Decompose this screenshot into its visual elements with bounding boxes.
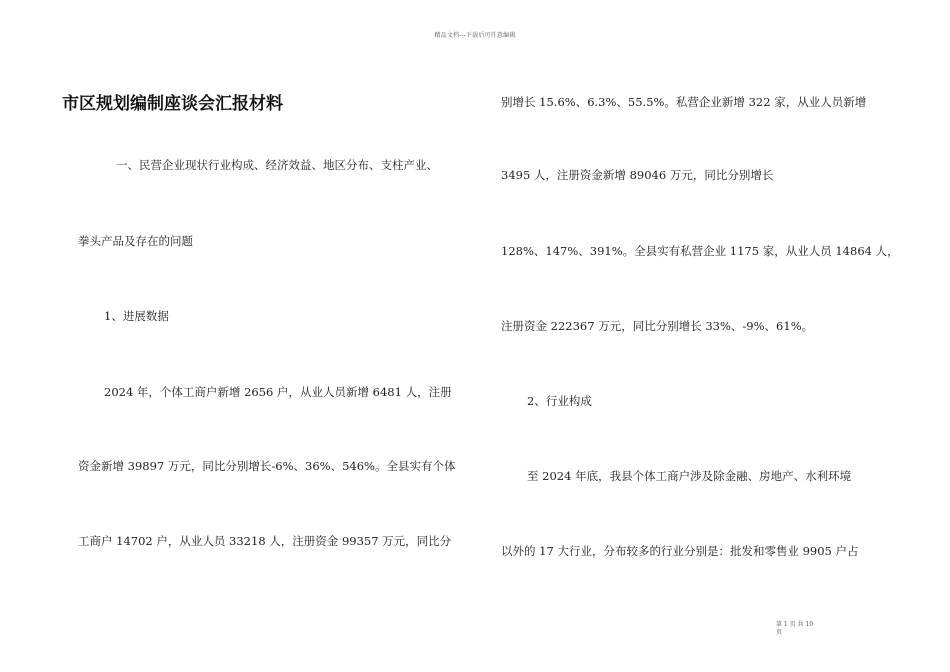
paragraph-line: 128%、147%、391%。全县实有私营企业 1175 家，从业人员 14864 人， [501, 244, 899, 258]
paragraph-line: 注册资金 222367 万元，同比分别增长 33%、-9%、61%。 [501, 319, 814, 333]
paragraph-line: 至 2024 年底，我县个体工商户涉及除金融、房地产、水利环境 [527, 469, 852, 483]
section-heading-line-1: 一、民营企业现状行业构成、经济效益、地区分布、支柱产业、 [116, 158, 438, 172]
paragraph-line: 以外的 17 大行业，分布较多的行业分别是：批发和零售业 9905 户占 [501, 544, 859, 558]
paragraph-line: 资金新增 39897 万元，同比分别增长-6%、36%、546%。全县实有个体 [78, 459, 456, 473]
paragraph-line: 工商户 14702 户，从业人员 33218 人，注册资金 99357 万元，同比分 [78, 534, 452, 548]
section-heading-line-2: 拳头产品及存在的问题 [78, 234, 193, 248]
paragraph-line: 2024 年，个体工商户新增 2656 户，从业人员新增 6481 人，注册 [104, 385, 452, 399]
page-number-line-1: 第 1 页 共 10 [776, 621, 814, 628]
document-title: 市区规划编制座谈会汇报材料 [62, 94, 283, 114]
page-number-line-2: 页 [776, 629, 783, 636]
subheading-industry-composition: 2、行业构成 [527, 394, 592, 408]
paragraph-line: 别增长 15.6%、6.3%、55.5%。私营企业新增 322 家，从业人员新增 [501, 95, 867, 109]
page-header: 精品文档---下载后可任意编辑 [434, 32, 516, 39]
paragraph-line: 3495 人，注册资金新增 89046 万元，同比分别增长 [501, 168, 774, 182]
subheading-progress-data: 1、进展数据 [104, 309, 169, 323]
page-number [776, 621, 836, 637]
